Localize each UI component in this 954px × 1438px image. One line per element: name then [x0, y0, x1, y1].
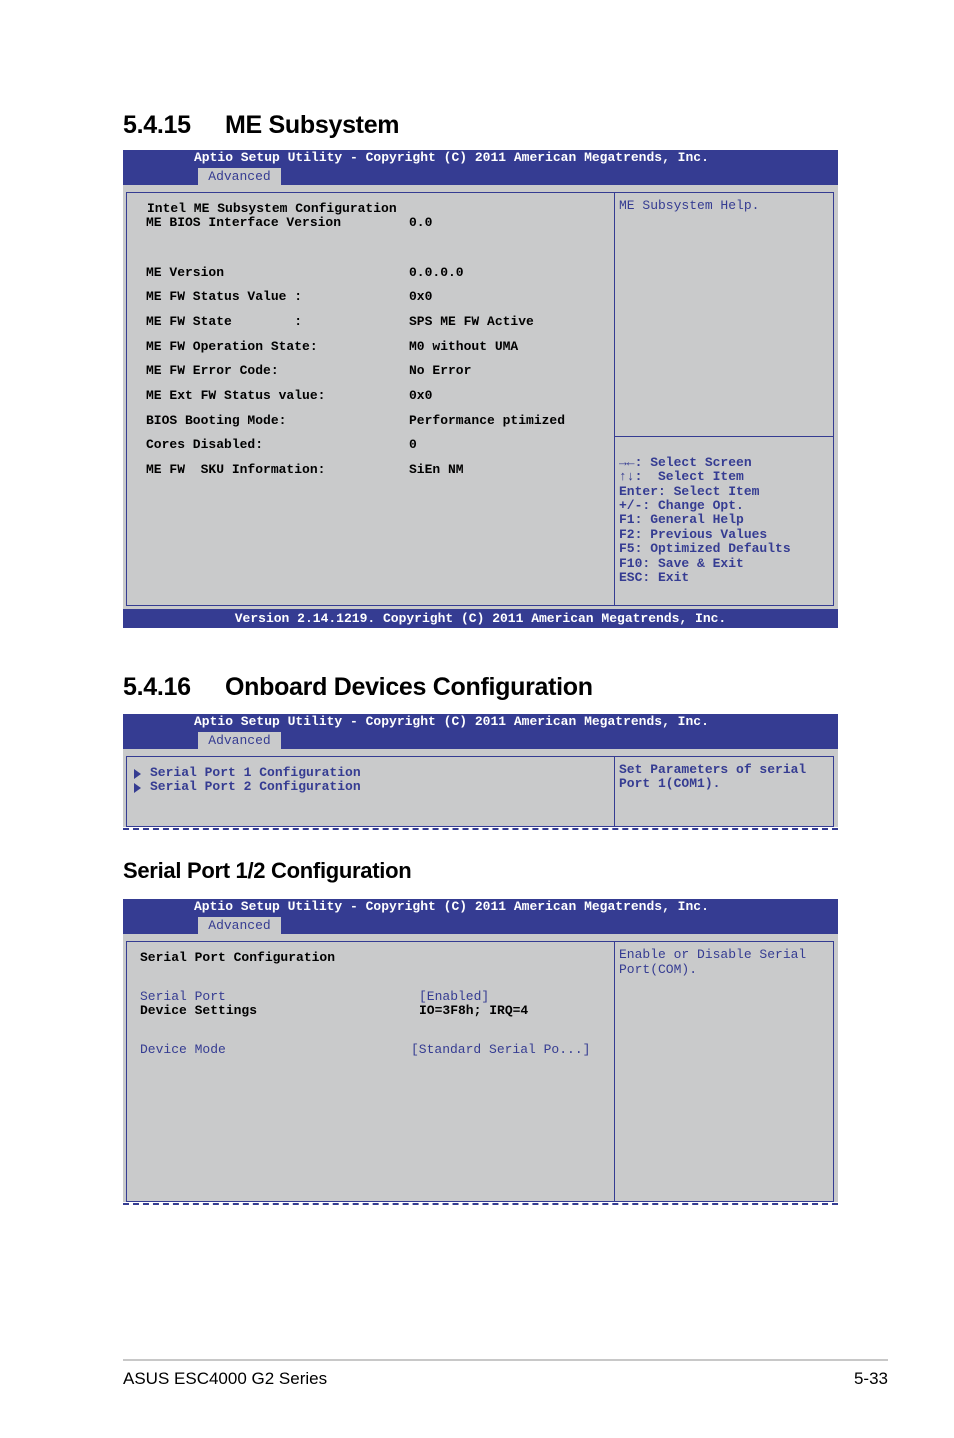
me-row-label: ME Ext FW Status value:: [146, 388, 326, 403]
screen-cut-line: [123, 1203, 838, 1205]
me-row-value: SiEn NM: [409, 462, 464, 477]
key-hint: Enter: Select Item: [619, 484, 760, 499]
submenu-arrow-icon: [134, 769, 141, 779]
me-row-label: ME FW State :: [146, 314, 303, 329]
me-heading: Intel ME Subsystem Configuration: [147, 201, 397, 216]
serial-port-value[interactable]: [Enabled]: [419, 989, 490, 1004]
me-row-value: SPS ME FW Active: [409, 314, 534, 329]
me-row-label: BIOS Booting Mode:: [146, 413, 287, 428]
bios-header-title: Aptio Setup Utility - Copyright (C) 2011 American Megatrends, Inc.: [194, 714, 709, 729]
screen-cut-line: [123, 828, 838, 830]
help-panel: [614, 941, 834, 1202]
onboard-help-line: Port 1(COM1).: [619, 776, 721, 791]
device-settings-value: IO=3F8h; IRQ=4: [419, 1003, 529, 1018]
me-row-value: Performance ptimized: [409, 413, 566, 428]
me-row-value: 0.0.0.0: [409, 265, 464, 280]
menu-item-serial-port-1[interactable]: Serial Port 1 Configuration: [150, 765, 361, 780]
menu-item-serial-port-2[interactable]: Serial Port 2 Configuration: [150, 779, 361, 794]
me-row-label: ME BIOS Interface Version: [146, 215, 342, 230]
me-row-label: ME Version: [146, 265, 225, 280]
footer-page-number: 5-33: [853, 1369, 888, 1388]
serial-help-line: Port(COM).: [619, 962, 698, 977]
me-row-value: M0 without UMA: [409, 339, 519, 354]
serial-heading: Serial Port Configuration: [140, 950, 336, 965]
me-row-value: No Error: [409, 363, 472, 378]
bios-screen-onboard: [123, 714, 838, 834]
help-divider: [615, 436, 833, 437]
section-heading: Onboard Devices Configuration: [225, 673, 593, 701]
key-hint: →←: Select Screen: [619, 455, 752, 470]
section-heading: ME Subsystem: [225, 111, 400, 139]
subsection-title-serial: Serial Port 1/2 Configuration: [123, 858, 412, 883]
me-row-label: ME FW Operation State:: [146, 339, 318, 354]
bios-header-title: Aptio Setup Utility - Copyright (C) 2011 American Megatrends, Inc.: [194, 899, 709, 914]
submenu-arrow-icon: [134, 783, 141, 793]
me-row-label: ME FW Error Code:: [146, 363, 279, 378]
key-hint: F2: Previous Values: [619, 527, 768, 542]
key-hint: F1: General Help: [619, 512, 744, 527]
bios-screen-me: [123, 150, 838, 628]
bios-body: [123, 749, 838, 827]
key-hint: ↑↓: Select Item: [619, 469, 744, 484]
bios-header: [123, 899, 838, 934]
section-number: 5.4.16: [123, 673, 191, 701]
section-title-me: [123, 111, 399, 140]
me-row-label: ME FW SKU Information:: [146, 462, 326, 477]
me-row-value: 0x0: [409, 388, 433, 403]
tab-advanced[interactable]: Advanced: [198, 168, 281, 185]
onboard-help-line: Set Parameters of serial: [619, 762, 807, 777]
key-hint: F10: Save & Exit: [619, 556, 744, 571]
device-mode-value[interactable]: [Standard Serial Po...]: [411, 1042, 591, 1057]
me-row-value: 0x0: [409, 289, 433, 304]
bios-header-title: Aptio Setup Utility - Copyright (C) 2011 American Megatrends, Inc.: [194, 150, 709, 165]
serial-help-line: Enable or Disable Serial: [619, 947, 807, 962]
key-hint: F5: Optimized Defaults: [619, 541, 791, 556]
tab-advanced[interactable]: Advanced: [198, 732, 281, 749]
bios-body: [123, 934, 838, 1202]
section-title-onboard: [123, 673, 593, 702]
serial-port-label[interactable]: Serial Port: [140, 989, 226, 1004]
main-panel: [126, 941, 615, 1202]
bios-header: [123, 714, 838, 749]
me-row-value: 0.0: [409, 215, 433, 230]
me-row-label: Cores Disabled:: [146, 437, 264, 452]
device-settings-label: Device Settings: [140, 1003, 258, 1018]
me-row-label: ME FW Status Value :: [146, 289, 303, 304]
key-hint: ESC: Exit: [619, 570, 690, 585]
bios-screen-serial: [123, 899, 838, 1208]
footer-rule: [123, 1359, 888, 1361]
footer-product: ASUS ESC4000 G2 Series: [123, 1369, 328, 1388]
section-number: 5.4.15: [123, 111, 191, 139]
bios-version-bar: Version 2.14.1219. Copyright (C) 2011 American Megatrends, Inc.: [123, 609, 838, 628]
bios-header: [123, 150, 838, 185]
me-row-value: 0: [409, 437, 417, 452]
key-hint: +/-: Change Opt.: [619, 498, 744, 513]
bios-body: [123, 185, 838, 609]
device-mode-label[interactable]: Device Mode: [140, 1042, 226, 1057]
me-help-text: ME Subsystem Help.: [619, 198, 760, 213]
tab-advanced[interactable]: Advanced: [198, 917, 281, 934]
